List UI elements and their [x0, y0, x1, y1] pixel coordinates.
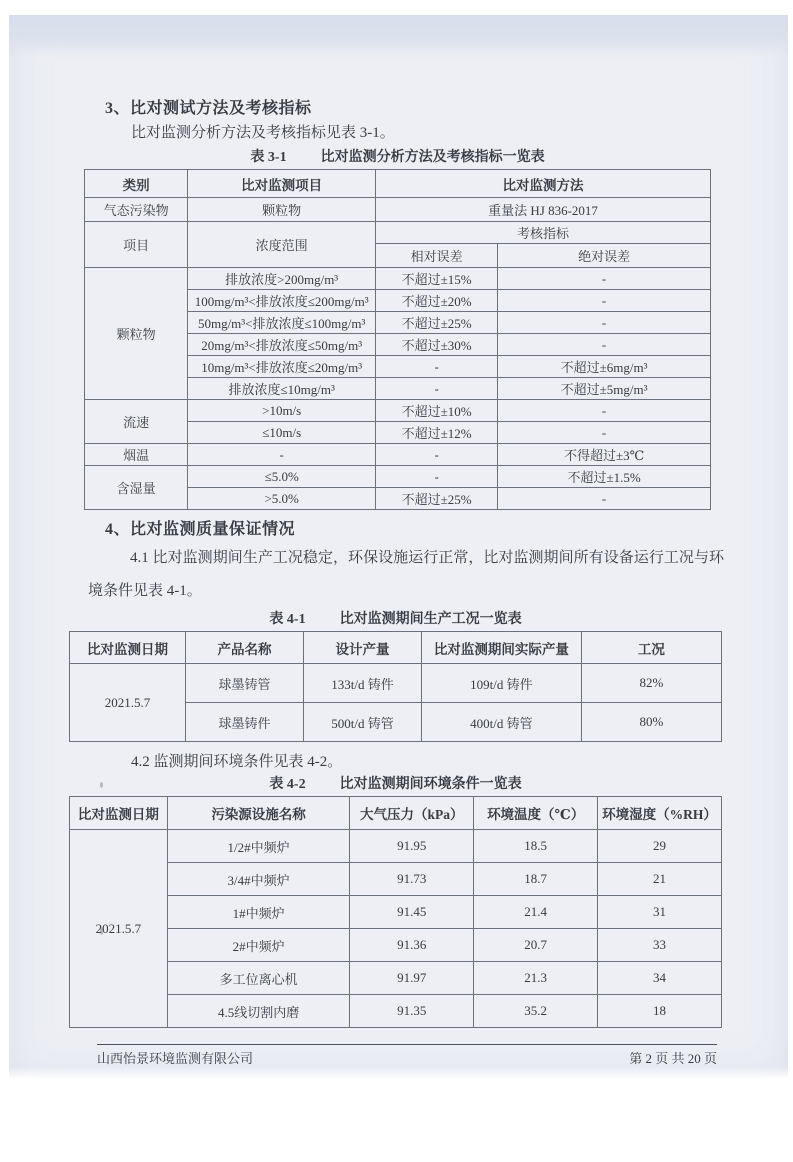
table-4-1 [69, 631, 722, 742]
cell-pressure: 91.95 [350, 830, 474, 863]
cell-absolute: - [498, 488, 711, 510]
cell-facility: 4.5线切割内磨 [167, 995, 350, 1028]
cell-product: 球墨铸管 [186, 664, 304, 703]
table42-caption-label: 表 4-2 [269, 777, 306, 792]
cell-pressure: 91.35 [350, 995, 474, 1028]
table-row [70, 995, 722, 1028]
table31-caption-label: 表 3-1 [250, 150, 287, 165]
cell-range: ≤5.0% [188, 466, 376, 488]
cell-facility: 1#中频炉 [167, 896, 350, 929]
cell-load: 80% [581, 703, 721, 742]
cell-relative: - [376, 444, 498, 466]
cell-range: - [188, 444, 376, 466]
cell-relative: 不超过±15% [376, 268, 498, 290]
cell-temperature: 21.3 [474, 962, 598, 995]
cell-relative: 不超过±20% [376, 290, 498, 312]
cell-relative: 不超过±30% [376, 334, 498, 356]
cell-temperature: 18.5 [474, 830, 598, 863]
cell-range: ≤10m/s [188, 422, 376, 444]
cell-actual: 400t/d 铸管 [422, 703, 582, 742]
header-temperature: 环境温度（℃） [474, 797, 598, 830]
cell-humidity: 34 [598, 962, 722, 995]
cell-facility: 2#中频炉 [167, 929, 350, 962]
cell-category: 气态污染物 [85, 198, 188, 222]
cell-temperature: 18.7 [474, 863, 598, 896]
cell-range-label: 浓度范围 [188, 222, 376, 268]
table-row [85, 170, 711, 198]
page-footer [97, 1044, 717, 1067]
header-date: 比对监测日期 [70, 632, 186, 664]
cell-humidity: 33 [598, 929, 722, 962]
table-row [85, 444, 711, 466]
header-method: 比对监测方法 [376, 170, 711, 198]
cell-absolute: - [498, 334, 711, 356]
table-row [70, 664, 722, 703]
table-row [70, 632, 722, 664]
cell-temperature: 35.2 [474, 995, 598, 1028]
cell-absolute: 不超过±1.5% [498, 466, 711, 488]
header-pressure: 大气压力（kPa） [350, 797, 474, 830]
cell-method: 重量法 HJ 836-2017 [376, 198, 711, 222]
table-row [85, 222, 711, 244]
cell-range: 排放浓度>200mg/m³ [188, 268, 376, 290]
cell-project: 项目 [85, 222, 188, 268]
section3-heading: 3、比对测试方法及考核指标 [105, 100, 312, 117]
header-load: 工况 [581, 632, 721, 664]
cell-range: >5.0% [188, 488, 376, 510]
cell-category: 流速 [85, 400, 188, 444]
table-4-2 [69, 796, 722, 1028]
header-design: 设计产量 [304, 632, 422, 664]
cell-absolute-header: 绝对误差 [498, 244, 711, 268]
table31-caption [84, 149, 711, 166]
cell-absolute: 不得超过±3℃ [498, 444, 711, 466]
cell-relative: 不超过±25% [376, 312, 498, 334]
cell-facility: 1/2#中频炉 [167, 830, 350, 863]
cell-temperature: 21.4 [474, 896, 598, 929]
cell-item: 颗粒物 [188, 198, 376, 222]
table-row [70, 962, 722, 995]
cell-date: 2021.5.7 [70, 664, 186, 742]
table41-caption-label: 表 4-1 [269, 612, 306, 627]
cell-range: 10mg/m³<排放浓度≤20mg/m³ [188, 356, 376, 378]
cell-category: 颗粒物 [85, 268, 188, 400]
cell-pressure: 91.45 [350, 896, 474, 929]
header-date: 比对监测日期 [70, 797, 168, 830]
table41-caption-title: 比对监测期间生产工况一览表 [339, 612, 522, 627]
cell-temperature: 20.7 [474, 929, 598, 962]
cell-relative: - [376, 356, 498, 378]
cell-relative-header: 相对误差 [376, 244, 498, 268]
cell-humidity: 18 [598, 995, 722, 1028]
table-row [70, 863, 722, 896]
cell-range: 50mg/m³<排放浓度≤100mg/m³ [188, 312, 376, 334]
cell-relative: - [376, 466, 498, 488]
cell-absolute: - [498, 400, 711, 422]
table31-caption-title: 比对监测分析方法及考核指标一览表 [320, 150, 545, 165]
cell-design: 133t/d 铸件 [304, 664, 422, 703]
cell-absolute: - [498, 422, 711, 444]
table-row [85, 268, 711, 290]
table-row [70, 830, 722, 863]
cell-actual: 109t/d 铸件 [422, 664, 582, 703]
cell-humidity: 21 [598, 863, 722, 896]
table42-caption-title: 比对监测期间环境条件一览表 [339, 777, 522, 792]
cell-category: 烟温 [85, 444, 188, 466]
cell-facility: 多工位离心机 [167, 962, 350, 995]
cell-humidity: 31 [598, 896, 722, 929]
cell-range: 100mg/m³<排放浓度≤200mg/m³ [188, 290, 376, 312]
table-row [85, 198, 711, 222]
cell-absolute: - [498, 312, 711, 334]
cell-pressure: 91.73 [350, 863, 474, 896]
cell-pressure: 91.36 [350, 929, 474, 962]
table-3-1 [84, 169, 711, 510]
cell-assess: 考核指标 [376, 222, 711, 244]
cell-range: 排放浓度≤10mg/m³ [188, 378, 376, 400]
cell-date: 2021.5.7 [70, 830, 168, 1028]
table-row [85, 466, 711, 488]
section4-paragraph-42: 4.2 监测期间环境条件见表 4-2。 [131, 754, 343, 770]
section4-paragraph-41: 4.1 比对监测期间生产工况稳定，环保设施运行正常，比对监测期间所有设备运行工况与环境条件见表 4-1。 [88, 550, 724, 599]
header-humidity: 环境湿度（%RH） [598, 797, 722, 830]
cell-product: 球墨铸件 [186, 703, 304, 742]
header-facility: 污染源设施名称 [167, 797, 350, 830]
table-row [70, 929, 722, 962]
cell-relative: 不超过±10% [376, 400, 498, 422]
cell-category: 含湿量 [85, 466, 188, 510]
page-content [9, 99, 788, 1162]
cell-range: >10m/s [188, 400, 376, 422]
cell-relative: 不超过±12% [376, 422, 498, 444]
header-category: 类别 [85, 170, 188, 198]
table-row [70, 896, 722, 929]
cell-absolute: 不超过±5mg/m³ [498, 378, 711, 400]
table-row [85, 400, 711, 422]
scan-speck [100, 782, 103, 788]
cell-design: 500t/d 铸管 [304, 703, 422, 742]
table-row [70, 797, 722, 830]
table42-caption [69, 776, 722, 793]
header-item: 比对监测项目 [188, 170, 376, 198]
section3-intro: 比对监测分析方法及考核指标见表 3-1。 [131, 125, 395, 141]
cell-load: 82% [581, 664, 721, 703]
section4-heading: 4、比对监测质量保证情况 [105, 521, 296, 538]
cell-absolute: - [498, 290, 711, 312]
header-product: 产品名称 [186, 632, 304, 664]
scan-speck [100, 927, 103, 935]
header-actual: 比对监测期间实际产量 [422, 632, 582, 664]
cell-relative: - [376, 378, 498, 400]
footer-company: 山西怡景环境监测有限公司 [97, 1051, 254, 1066]
cell-humidity: 29 [598, 830, 722, 863]
cell-facility: 3/4#中频炉 [167, 863, 350, 896]
table41-caption [69, 611, 722, 628]
cell-range: 20mg/m³<排放浓度≤50mg/m³ [188, 334, 376, 356]
footer-page-number: 第 2 页 共 20 页 [629, 1051, 717, 1066]
cell-relative: 不超过±25% [376, 488, 498, 510]
cell-absolute: 不超过±6mg/m³ [498, 356, 711, 378]
paper-sheet [9, 15, 788, 1078]
cell-absolute: - [498, 268, 711, 290]
cell-pressure: 91.97 [350, 962, 474, 995]
